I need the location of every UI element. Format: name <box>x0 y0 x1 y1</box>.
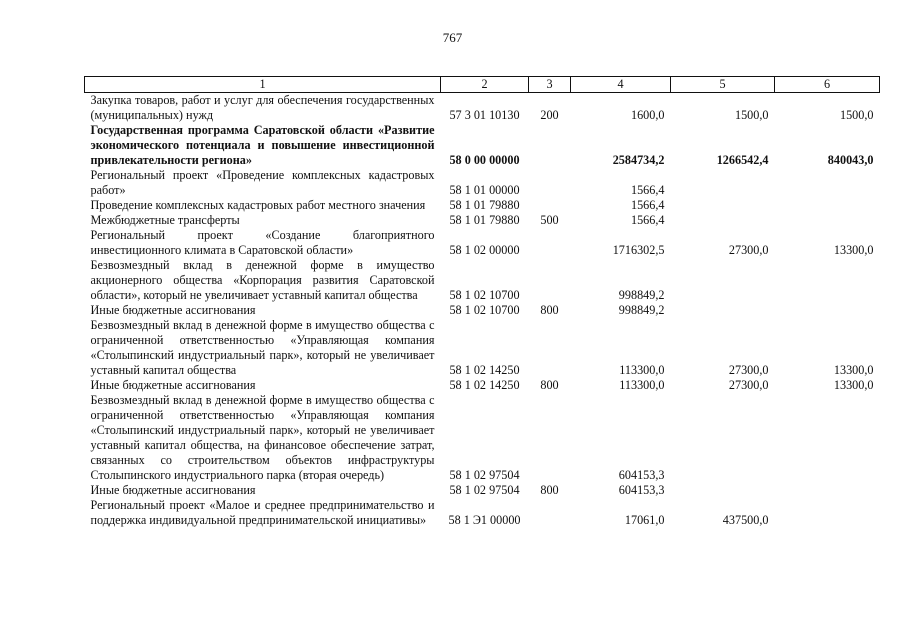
table-row <box>85 258 880 303</box>
row-code: 58 1 02 10700 <box>449 303 520 317</box>
header-col-4: 4 <box>571 77 671 93</box>
row-code: 58 1 02 14250 <box>449 363 520 377</box>
table-row <box>85 483 880 498</box>
row-expense-type <box>529 228 571 258</box>
row-expense-type <box>529 198 571 213</box>
header-col-5: 5 <box>671 77 775 93</box>
table-row <box>85 123 880 168</box>
row-expense-type <box>529 498 571 528</box>
row-code: 58 1 02 00000 <box>449 243 520 257</box>
row-value-2025: 27300,0 <box>728 378 769 392</box>
row-code: 57 3 01 10130 <box>449 108 520 122</box>
row-value-2024: 604153,3 <box>618 468 665 482</box>
row-code: 58 1 Э1 00000 <box>448 513 521 527</box>
row-value-2026: 13300,0 <box>833 363 874 377</box>
table-row <box>85 93 880 124</box>
row-value-2025 <box>671 303 775 318</box>
row-expense-type: 800 <box>540 378 559 392</box>
page-number: 767 <box>442 30 463 45</box>
row-value-2024: 1566,4 <box>630 183 665 197</box>
row-name: Закупка товаров, работ и услуг для обеспечения государственных (муниципальных) нужд <box>90 93 435 122</box>
row-value-2024: 113300,0 <box>619 363 665 377</box>
table-row <box>85 198 880 213</box>
row-value-2026 <box>775 213 880 228</box>
row-value-2026: 13300,0 <box>833 243 874 257</box>
row-value-2026 <box>775 498 880 528</box>
row-expense-type <box>529 258 571 303</box>
row-expense-type: 800 <box>540 303 559 317</box>
row-value-2026 <box>775 198 880 213</box>
row-value-2025 <box>671 393 775 483</box>
row-value-2026 <box>775 393 880 483</box>
row-value-2025 <box>671 168 775 198</box>
table-row <box>85 303 880 318</box>
row-code: 58 1 01 79880 <box>449 198 520 212</box>
row-name: Региональный проект «Малое и среднее предпринимательство и поддержка индивидуальной предпринимательской инициативы» <box>90 498 435 527</box>
table-row <box>85 228 880 258</box>
row-value-2025 <box>671 483 775 498</box>
table-row <box>85 318 880 378</box>
row-value-2024: 1716302,5 <box>612 243 665 257</box>
row-value-2024: 17061,0 <box>624 513 665 527</box>
row-value-2024: 113300,0 <box>619 378 665 392</box>
table-row <box>85 378 880 393</box>
row-expense-type: 500 <box>540 213 559 227</box>
table-row <box>85 498 880 528</box>
row-expense-type <box>529 123 571 168</box>
header-col-2: 2 <box>441 77 529 93</box>
row-code: 58 1 02 10700 <box>449 288 520 302</box>
row-value-2026: 840043,0 <box>827 153 874 167</box>
row-value-2024: 998849,2 <box>618 303 665 317</box>
row-value-2026: 13300,0 <box>833 378 874 392</box>
header-col-1: 1 <box>85 77 441 93</box>
row-name: Иные бюджетные ассигнования <box>90 378 256 392</box>
table-row <box>85 168 880 198</box>
row-code: 58 1 02 97504 <box>449 483 520 497</box>
row-name: Межбюджетные трансферты <box>90 213 240 227</box>
row-value-2025 <box>671 213 775 228</box>
row-value-2025: 437500,0 <box>722 513 769 527</box>
row-value-2024: 998849,2 <box>618 288 665 302</box>
row-value-2025: 1500,0 <box>734 108 769 122</box>
row-name: Безвозмездный вклад в денежной форме в имущество общества с ограниченной ответственностью «Управляющая компания «Столыпинский индустриальный парк», который не увеличивает уставный капитал общества <box>90 318 435 377</box>
row-name: Безвозмездный вклад в денежной форме в имущество общества с ограниченной ответственностью «Управляющая компания «Столыпинский индустриальный парк», который не увеличивает уставный капитал общества, на финансовое обеспечение затрат, связанных со строительством объектов инфраструктуры Столыпинского индустриального парка (вторая очередь) <box>90 393 435 482</box>
row-name: Региональный проект «Проведение комплексных кадастровых работ» <box>90 168 435 197</box>
header-col-6: 6 <box>775 77 880 93</box>
row-value-2025: 27300,0 <box>728 363 769 377</box>
row-expense-type <box>529 318 571 378</box>
row-value-2024: 1600,0 <box>630 108 665 122</box>
header-col-3: 3 <box>529 77 571 93</box>
row-value-2025 <box>671 198 775 213</box>
row-code: 58 1 01 00000 <box>449 183 520 197</box>
row-code: 58 1 02 14250 <box>449 378 520 392</box>
row-code: 58 0 00 00000 <box>449 153 520 167</box>
row-name: Иные бюджетные ассигнования <box>90 483 256 497</box>
row-value-2024: 604153,3 <box>618 483 665 497</box>
table-row <box>85 393 880 483</box>
row-value-2026 <box>775 303 880 318</box>
row-name: Иные бюджетные ассигнования <box>90 303 256 317</box>
row-value-2025: 1266542,4 <box>716 153 769 167</box>
table-header-row <box>85 77 880 93</box>
row-code: 58 1 01 79880 <box>449 213 520 227</box>
row-name: Государственная программа Саратовской области «Развитие экономического потенциала и повышение инвестиционной привлекательности региона» <box>90 123 435 167</box>
row-expense-type: 800 <box>540 483 559 497</box>
table-row <box>85 213 880 228</box>
row-value-2026 <box>775 258 880 303</box>
row-expense-type <box>529 393 571 483</box>
row-name: Региональный проект «Создание благоприятного инвестиционного климата в Саратовской области» <box>90 228 435 257</box>
row-value-2025: 27300,0 <box>728 243 769 257</box>
row-code: 58 1 02 97504 <box>449 468 520 482</box>
row-expense-type <box>529 168 571 198</box>
row-value-2024: 2584734,2 <box>612 153 665 167</box>
row-value-2025 <box>671 258 775 303</box>
row-expense-type: 200 <box>540 108 559 122</box>
row-value-2024: 1566,4 <box>630 213 665 227</box>
row-value-2026 <box>775 168 880 198</box>
budget-table <box>84 76 880 528</box>
row-value-2024: 1566,4 <box>630 198 665 212</box>
row-value-2026: 1500,0 <box>839 108 874 122</box>
row-value-2026 <box>775 483 880 498</box>
row-name: Проведение комплексных кадастровых работ местного значения <box>90 198 426 212</box>
row-name: Безвозмездный вклад в денежной форме в имущество акционерного общества «Корпорация развития Саратовской области», который не увеличивает уставный капитал общества <box>90 258 435 302</box>
